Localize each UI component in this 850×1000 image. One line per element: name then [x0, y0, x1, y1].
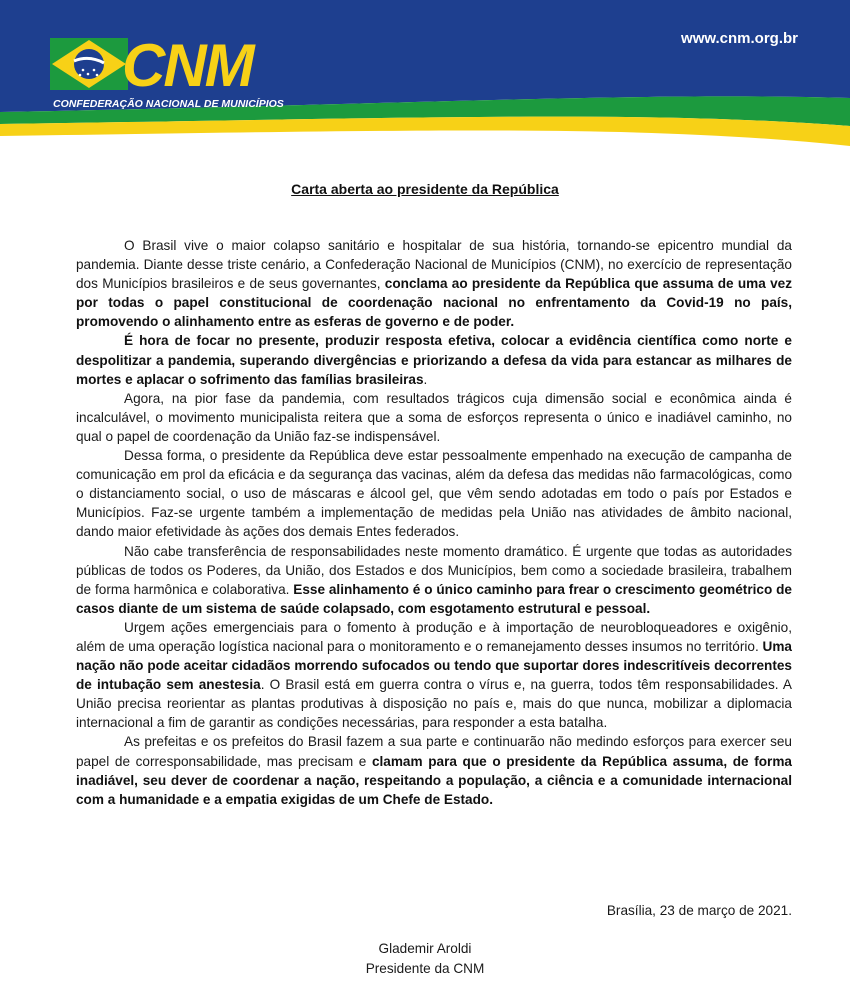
- page-header: [0, 0, 850, 155]
- text-run: .: [423, 371, 428, 387]
- text-run: Urgem ações emergenciais para o fomento à produção e à importação de neurobloqueadores e oxigênio, além de uma operação logística nacional para o monitoramento e o remanejamento desses insumos no território.: [76, 619, 792, 654]
- text-run: Dessa forma, o presidente da República deve estar pessoalmente empenhado na execução de campanha de comunicação em prol da eficácia e da segurança das vacinas, além da defesa das medidas não farmacológicas, como o distanciamento social, o uso de máscaras e álcool gel, que vêm sendo adotadas em todo o país por Estados e Municípios. Faz-se urgente também a implementação de medidas pela União nas atividades de âmbito nacional, dando maior efetividade às ações dos demais Entes federados.: [76, 448, 792, 540]
- signature-role: Presidente da CNM: [365, 961, 485, 976]
- text-run: Não cabe transferência de responsabilidades neste momento dramático. É urgente que todas as autoridades públicas de todos os Poderes, da União, dos Estados e dos Municípios, bem como a sociedade brasileira, trabalhem de forma harmônica e colaborativa.: [76, 543, 792, 597]
- text-run: As prefeitas e os prefeitos do Brasil fazem a sua parte e continuarão não medindo esforços para exercer seu papel de corresponsabilidade, mas precisam e: [76, 734, 792, 769]
- bold-text: Esse alinhamento é o único caminho para frear o crescimento geométrico de casos diante de um sistema de saúde colapsado, com esgotamento estrutural e pessoal.: [76, 581, 792, 616]
- bold-text: Uma nação não pode aceitar cidadãos morrendo sufocados ou tendo que suportar dores indescritíveis decorrentes de intubação sem anestesia: [76, 638, 792, 693]
- letter-date: Brasília, 23 de março de 2021.: [606, 903, 792, 918]
- brazil-flag-icon: [50, 30, 130, 100]
- letter-paragraph: [76, 236, 792, 331]
- bold-text: conclama ao presidente da República que assuma de uma vez por todas o papel constitucional de coordenação nacional no enfrentamento da Covid-19 no país, promovendo o alinhamento entre as esferas de governo e de poder.: [76, 276, 792, 330]
- logo-subtitle: CONFEDERAÇÃO NACIONAL DE MUNICÍPIOS: [53, 98, 284, 110]
- bold-text: É hora de focar no presente, produzir resposta efetiva, colocar a evidência científica como norte e despolitizar a pandemia, superando divergências e priorizando a defesa da vida para estancar as milhares de mortes e aplacar o sofrimento das famílias brasileiras: [76, 333, 792, 387]
- letter-paragraph: [76, 389, 792, 446]
- text-run: Agora, na pior fase da pandemia, com resultados trágicos cuja dimensão social e econômica ainda é incalculável, o movimento municipalista reitera que a soma de esforços representa o único e inadiável caminho, no qual o papel de coordenação da União faz-se indispensável.: [76, 390, 792, 444]
- letter-paragraph: [76, 618, 792, 733]
- signature-name: Glademir Aroldi: [378, 941, 472, 956]
- letter-paragraph: [76, 446, 792, 541]
- letter-body: [76, 236, 792, 809]
- logo-wordmark: CNM: [122, 32, 253, 99]
- text-run: . O Brasil está em guerra contra o vírus e, na guerra, todos têm responsabilidades. A União precisa reorientar as plantas produtivas à disposição no país e, mais do que nunca, mobilizar a diplomacia internacional a fim de garantir as condições necessárias, para responder a esta batalha.: [76, 677, 793, 731]
- site-url-link[interactable]: www.cnm.org.br: [681, 30, 798, 47]
- bold-text: clamam para que o presidente da República assuma, de forma inadiável, seu dever de coordenar a nação, respeitando a população, a ciência e a comunidade internacional com a humanidade e a empatia exigidas de um Chefe de Estado.: [76, 753, 792, 807]
- letter-title: Carta aberta ao presidente da República: [291, 181, 559, 197]
- letter-paragraph: [76, 542, 792, 618]
- text-run: O Brasil vive o maior colapso sanitário e hospitalar de sua história, tornando-se epicentro mundial da pandemia. Diante desse triste cenário, a Confederação Nacional de Municípios (CNM), no exercício de representação dos Municípios brasileiros e de seus governantes,: [76, 238, 792, 292]
- letter-paragraph: [76, 331, 792, 388]
- letter-paragraph: [76, 732, 792, 808]
